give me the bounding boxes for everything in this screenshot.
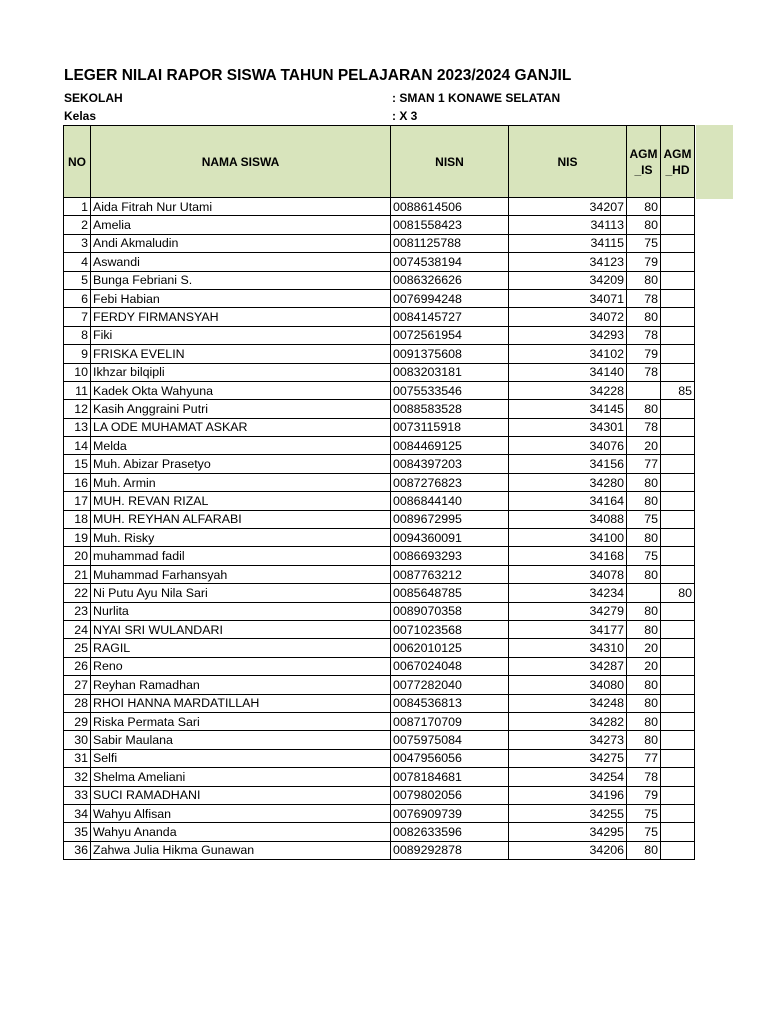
cell-agm-is: 80: [627, 676, 661, 694]
school-label: SEKOLAH: [64, 91, 123, 105]
class-value: : X 3: [392, 109, 418, 123]
cell-agm-hd: [661, 547, 695, 565]
cell-agm-hd: [661, 565, 695, 583]
cell-no: 5: [64, 271, 91, 289]
table-row: [64, 565, 695, 583]
cell-nisn: 0067024048: [391, 657, 509, 675]
cell-agm-is: 80: [627, 694, 661, 712]
cell-nisn: 0047956056: [391, 749, 509, 767]
cell-agm-hd: [661, 473, 695, 491]
header-row: [64, 126, 695, 198]
cell-agm-is: 80: [627, 492, 661, 510]
cell-nis: 34145: [509, 400, 627, 418]
table-row: [64, 253, 695, 271]
cell-agm-is: 79: [627, 253, 661, 271]
cell-name: Riska Permata Sari: [91, 712, 391, 730]
cell-no: 10: [64, 363, 91, 381]
cell-agm-hd: [661, 345, 695, 363]
cell-nisn: 0071023568: [391, 620, 509, 638]
table-row: [64, 345, 695, 363]
cell-no: 9: [64, 345, 91, 363]
cell-nisn: 0088583528: [391, 400, 509, 418]
cell-no: 17: [64, 492, 91, 510]
cell-name: Muh. Risky: [91, 529, 391, 547]
cell-agm-is: 79: [627, 345, 661, 363]
cell-nis: 34280: [509, 473, 627, 491]
cell-no: 36: [64, 841, 91, 859]
cell-agm-hd: [661, 804, 695, 822]
cell-agm-hd: [661, 418, 695, 436]
cell-nis: 34071: [509, 289, 627, 307]
cell-no: 15: [64, 455, 91, 473]
cell-name: Febi Habian: [91, 289, 391, 307]
cell-agm-hd: [661, 198, 695, 216]
cell-agm-hd: [661, 492, 695, 510]
cell-agm-is: 20: [627, 657, 661, 675]
cell-nisn: 0089292878: [391, 841, 509, 859]
cell-agm-hd: [661, 731, 695, 749]
cell-nis: 34072: [509, 308, 627, 326]
cell-agm-hd: [661, 326, 695, 344]
cell-agm-is: [627, 381, 661, 399]
cell-agm-hd: [661, 437, 695, 455]
cell-name: Andi Akmaludin: [91, 234, 391, 252]
cell-nisn: 0084469125: [391, 437, 509, 455]
header-no: NO: [64, 126, 91, 198]
cell-agm-hd: [661, 768, 695, 786]
cell-name: Muh. Abizar Prasetyo: [91, 455, 391, 473]
cell-agm-hd: [661, 271, 695, 289]
cell-name: RHOI HANNA MARDATILLAH: [91, 694, 391, 712]
cell-agm-hd: [661, 786, 695, 804]
cell-nis: 34196: [509, 786, 627, 804]
table-row: [64, 198, 695, 216]
cell-agm-is: 75: [627, 804, 661, 822]
cell-nisn: 0087763212: [391, 565, 509, 583]
cell-no: 14: [64, 437, 91, 455]
table-row: [64, 639, 695, 657]
cell-no: 1: [64, 198, 91, 216]
table-row: [64, 418, 695, 436]
table-row: [64, 492, 695, 510]
cell-agm-is: 80: [627, 731, 661, 749]
table-row: [64, 216, 695, 234]
cell-name: RAGIL: [91, 639, 391, 657]
table-row: [64, 749, 695, 767]
cell-nisn: 0072561954: [391, 326, 509, 344]
cell-nisn: 0084536813: [391, 694, 509, 712]
cell-nisn: 0083203181: [391, 363, 509, 381]
cell-no: 19: [64, 529, 91, 547]
cell-nis: 34255: [509, 804, 627, 822]
cell-name: Aswandi: [91, 253, 391, 271]
cell-name: Ikhzar bilqipli: [91, 363, 391, 381]
cell-name: LA ODE MUHAMAT ASKAR: [91, 418, 391, 436]
cell-agm-is: 80: [627, 602, 661, 620]
cell-agm-is: 75: [627, 510, 661, 528]
cell-nisn: 0087276823: [391, 473, 509, 491]
cell-name: Reno: [91, 657, 391, 675]
cell-agm-is: 80: [627, 198, 661, 216]
cell-name: Wahyu Ananda: [91, 823, 391, 841]
cell-nis: 34115: [509, 234, 627, 252]
cell-no: 33: [64, 786, 91, 804]
cell-agm-hd: [661, 694, 695, 712]
cell-nisn: 0088614506: [391, 198, 509, 216]
cell-nis: 34123: [509, 253, 627, 271]
cell-agm-hd: [661, 639, 695, 657]
cell-name: Melda: [91, 437, 391, 455]
cell-nisn: 0082633596: [391, 823, 509, 841]
cell-nis: 34287: [509, 657, 627, 675]
cell-nis: 34273: [509, 731, 627, 749]
header-nisn: NISN: [391, 126, 509, 198]
cell-nis: 34275: [509, 749, 627, 767]
cell-name: Zahwa Julia Hikma Gunawan: [91, 841, 391, 859]
cell-nis: 34078: [509, 565, 627, 583]
cell-agm-is: 75: [627, 234, 661, 252]
cell-agm-is: 80: [627, 400, 661, 418]
cell-nisn: 0085648785: [391, 584, 509, 602]
cell-no: 16: [64, 473, 91, 491]
cell-name: Selfi: [91, 749, 391, 767]
header-agm-is: AGM _IS: [627, 126, 661, 198]
table-row: [64, 437, 695, 455]
cell-nis: 34076: [509, 437, 627, 455]
cell-agm-hd: [661, 289, 695, 307]
cell-no: 18: [64, 510, 91, 528]
cell-nisn: 0075533546: [391, 381, 509, 399]
cell-agm-hd: [661, 823, 695, 841]
table-row: [64, 768, 695, 786]
cell-agm-hd: [661, 455, 695, 473]
cell-nis: 34080: [509, 676, 627, 694]
cell-no: 31: [64, 749, 91, 767]
page-title: LEGER NILAI RAPOR SISWA TAHUN PELAJARAN 2023/2024 GANJIL: [64, 67, 572, 84]
cell-name: Muh. Armin: [91, 473, 391, 491]
table-row: [64, 381, 695, 399]
cell-name: Sabir Maulana: [91, 731, 391, 749]
cell-nis: 34140: [509, 363, 627, 381]
cell-nis: 34113: [509, 216, 627, 234]
cell-no: 8: [64, 326, 91, 344]
cell-nis: 34234: [509, 584, 627, 602]
cell-nisn: 0075975084: [391, 731, 509, 749]
class-label: Kelas: [64, 109, 97, 123]
cell-no: 23: [64, 602, 91, 620]
cell-nis: 34177: [509, 620, 627, 638]
cell-nisn: 0086693293: [391, 547, 509, 565]
table-row: [64, 473, 695, 491]
header-name: NAMA SISWA: [91, 126, 391, 198]
cell-agm-hd: [661, 712, 695, 730]
header-extension: [696, 125, 733, 199]
table-row: [64, 712, 695, 730]
cell-nis: 34248: [509, 694, 627, 712]
cell-no: 29: [64, 712, 91, 730]
cell-agm-hd: [661, 363, 695, 381]
cell-nis: 34282: [509, 712, 627, 730]
cell-no: 25: [64, 639, 91, 657]
cell-agm-is: 77: [627, 455, 661, 473]
cell-agm-is: 20: [627, 437, 661, 455]
cell-no: 11: [64, 381, 91, 399]
cell-agm-hd: [661, 602, 695, 620]
cell-agm-hd: [661, 234, 695, 252]
cell-name: FRISKA EVELIN: [91, 345, 391, 363]
cell-agm-hd: [661, 308, 695, 326]
table-row: [64, 455, 695, 473]
cell-no: 21: [64, 565, 91, 583]
cell-nis: 34100: [509, 529, 627, 547]
cell-agm-is: 80: [627, 529, 661, 547]
table-row: [64, 786, 695, 804]
cell-nis: 34088: [509, 510, 627, 528]
cell-agm-is: 80: [627, 216, 661, 234]
cell-agm-is: 80: [627, 712, 661, 730]
cell-nis: 34168: [509, 547, 627, 565]
cell-nis: 34228: [509, 381, 627, 399]
cell-nisn: 0084145727: [391, 308, 509, 326]
cell-name: MUH. REVAN RIZAL: [91, 492, 391, 510]
cell-agm-is: 75: [627, 823, 661, 841]
cell-no: 22: [64, 584, 91, 602]
cell-agm-is: 79: [627, 786, 661, 804]
cell-agm-is: 80: [627, 308, 661, 326]
cell-agm-is: 20: [627, 639, 661, 657]
cell-no: 6: [64, 289, 91, 307]
cell-name: Nurlita: [91, 602, 391, 620]
cell-name: Ni Putu Ayu Nila Sari: [91, 584, 391, 602]
cell-no: 20: [64, 547, 91, 565]
cell-name: Bunga Febriani S.: [91, 271, 391, 289]
cell-no: 13: [64, 418, 91, 436]
table-row: [64, 363, 695, 381]
table-row: [64, 620, 695, 638]
table-row: [64, 308, 695, 326]
table-row: [64, 234, 695, 252]
cell-nisn: 0091375608: [391, 345, 509, 363]
cell-nisn: 0094360091: [391, 529, 509, 547]
cell-agm-is: 77: [627, 749, 661, 767]
table-row: [64, 400, 695, 418]
table-row: [64, 676, 695, 694]
table-row: [64, 823, 695, 841]
cell-name: Wahyu Alfisan: [91, 804, 391, 822]
cell-nisn: 0081125788: [391, 234, 509, 252]
cell-nis: 34254: [509, 768, 627, 786]
cell-no: 34: [64, 804, 91, 822]
cell-nis: 34102: [509, 345, 627, 363]
cell-nisn: 0086326626: [391, 271, 509, 289]
cell-agm-is: [627, 584, 661, 602]
cell-nis: 34164: [509, 492, 627, 510]
table-row: [64, 657, 695, 675]
cell-nisn: 0084397203: [391, 455, 509, 473]
cell-name: Aida Fitrah Nur Utami: [91, 198, 391, 216]
table-row: [64, 271, 695, 289]
cell-no: 30: [64, 731, 91, 749]
cell-no: 24: [64, 620, 91, 638]
cell-agm-hd: [661, 749, 695, 767]
cell-agm-is: 78: [627, 768, 661, 786]
cell-nis: 34207: [509, 198, 627, 216]
cell-nis: 34206: [509, 841, 627, 859]
cell-nisn: 0081558423: [391, 216, 509, 234]
cell-nis: 34209: [509, 271, 627, 289]
cell-agm-is: 78: [627, 363, 661, 381]
cell-agm-hd: [661, 529, 695, 547]
cell-name: Kadek Okta Wahyuna: [91, 381, 391, 399]
cell-nis: 34301: [509, 418, 627, 436]
cell-nisn: 0078184681: [391, 768, 509, 786]
cell-name: Reyhan Ramadhan: [91, 676, 391, 694]
cell-name: Fiki: [91, 326, 391, 344]
cell-no: 32: [64, 768, 91, 786]
cell-agm-hd: [661, 676, 695, 694]
cell-agm-hd: 80: [661, 584, 695, 602]
header-agm-hd: AGM _HD: [661, 126, 695, 198]
cell-agm-is: 75: [627, 547, 661, 565]
cell-agm-is: 78: [627, 326, 661, 344]
cell-name: MUH. REYHAN ALFARABI: [91, 510, 391, 528]
header-nis: NIS: [509, 126, 627, 198]
cell-no: 35: [64, 823, 91, 841]
table-row: [64, 804, 695, 822]
cell-agm-is: 80: [627, 271, 661, 289]
cell-nisn: 0073115918: [391, 418, 509, 436]
cell-name: Amelia: [91, 216, 391, 234]
cell-name: muhammad fadil: [91, 547, 391, 565]
cell-name: Shelma Ameliani: [91, 768, 391, 786]
cell-nisn: 0074538194: [391, 253, 509, 271]
cell-nisn: 0089672995: [391, 510, 509, 528]
cell-name: Kasih Anggraini Putri: [91, 400, 391, 418]
table-row: [64, 841, 695, 859]
cell-agm-is: 80: [627, 473, 661, 491]
cell-name: FERDY FIRMANSYAH: [91, 308, 391, 326]
cell-nisn: 0087170709: [391, 712, 509, 730]
cell-no: 3: [64, 234, 91, 252]
table-row: [64, 529, 695, 547]
cell-no: 2: [64, 216, 91, 234]
cell-name: NYAI SRI WULANDARI: [91, 620, 391, 638]
cell-nisn: 0077282040: [391, 676, 509, 694]
cell-agm-hd: [661, 253, 695, 271]
school-value: : SMAN 1 KONAWE SELATAN: [392, 91, 561, 105]
cell-agm-is: 80: [627, 565, 661, 583]
cell-name: SUCI RAMADHANI: [91, 786, 391, 804]
cell-no: 7: [64, 308, 91, 326]
table-body: [64, 198, 695, 860]
cell-agm-hd: [661, 400, 695, 418]
cell-nisn: 0076909739: [391, 804, 509, 822]
cell-nisn: 0062010125: [391, 639, 509, 657]
cell-agm-hd: [661, 510, 695, 528]
cell-agm-is: 78: [627, 418, 661, 436]
cell-no: 27: [64, 676, 91, 694]
table-row: [64, 602, 695, 620]
cell-nisn: 0089070358: [391, 602, 509, 620]
table-row: [64, 731, 695, 749]
cell-no: 4: [64, 253, 91, 271]
cell-nis: 34293: [509, 326, 627, 344]
table-row: [64, 547, 695, 565]
cell-agm-hd: [661, 657, 695, 675]
cell-nisn: 0079802056: [391, 786, 509, 804]
table-row: [64, 694, 695, 712]
cell-nis: 34279: [509, 602, 627, 620]
cell-nis: 34310: [509, 639, 627, 657]
cell-agm-hd: [661, 620, 695, 638]
cell-agm-is: 80: [627, 841, 661, 859]
cell-no: 28: [64, 694, 91, 712]
cell-nis: 34156: [509, 455, 627, 473]
cell-agm-is: 78: [627, 289, 661, 307]
cell-agm-hd: 85: [661, 381, 695, 399]
cell-no: 12: [64, 400, 91, 418]
table-row: [64, 289, 695, 307]
cell-nisn: 0076994248: [391, 289, 509, 307]
cell-agm-hd: [661, 841, 695, 859]
table-row: [64, 510, 695, 528]
cell-agm-is: 80: [627, 620, 661, 638]
table-row: [64, 326, 695, 344]
cell-agm-hd: [661, 216, 695, 234]
cell-nisn: 0086844140: [391, 492, 509, 510]
cell-nis: 34295: [509, 823, 627, 841]
cell-name: Muhammad Farhansyah: [91, 565, 391, 583]
cell-no: 26: [64, 657, 91, 675]
grade-table: [63, 125, 695, 860]
table-row: [64, 584, 695, 602]
